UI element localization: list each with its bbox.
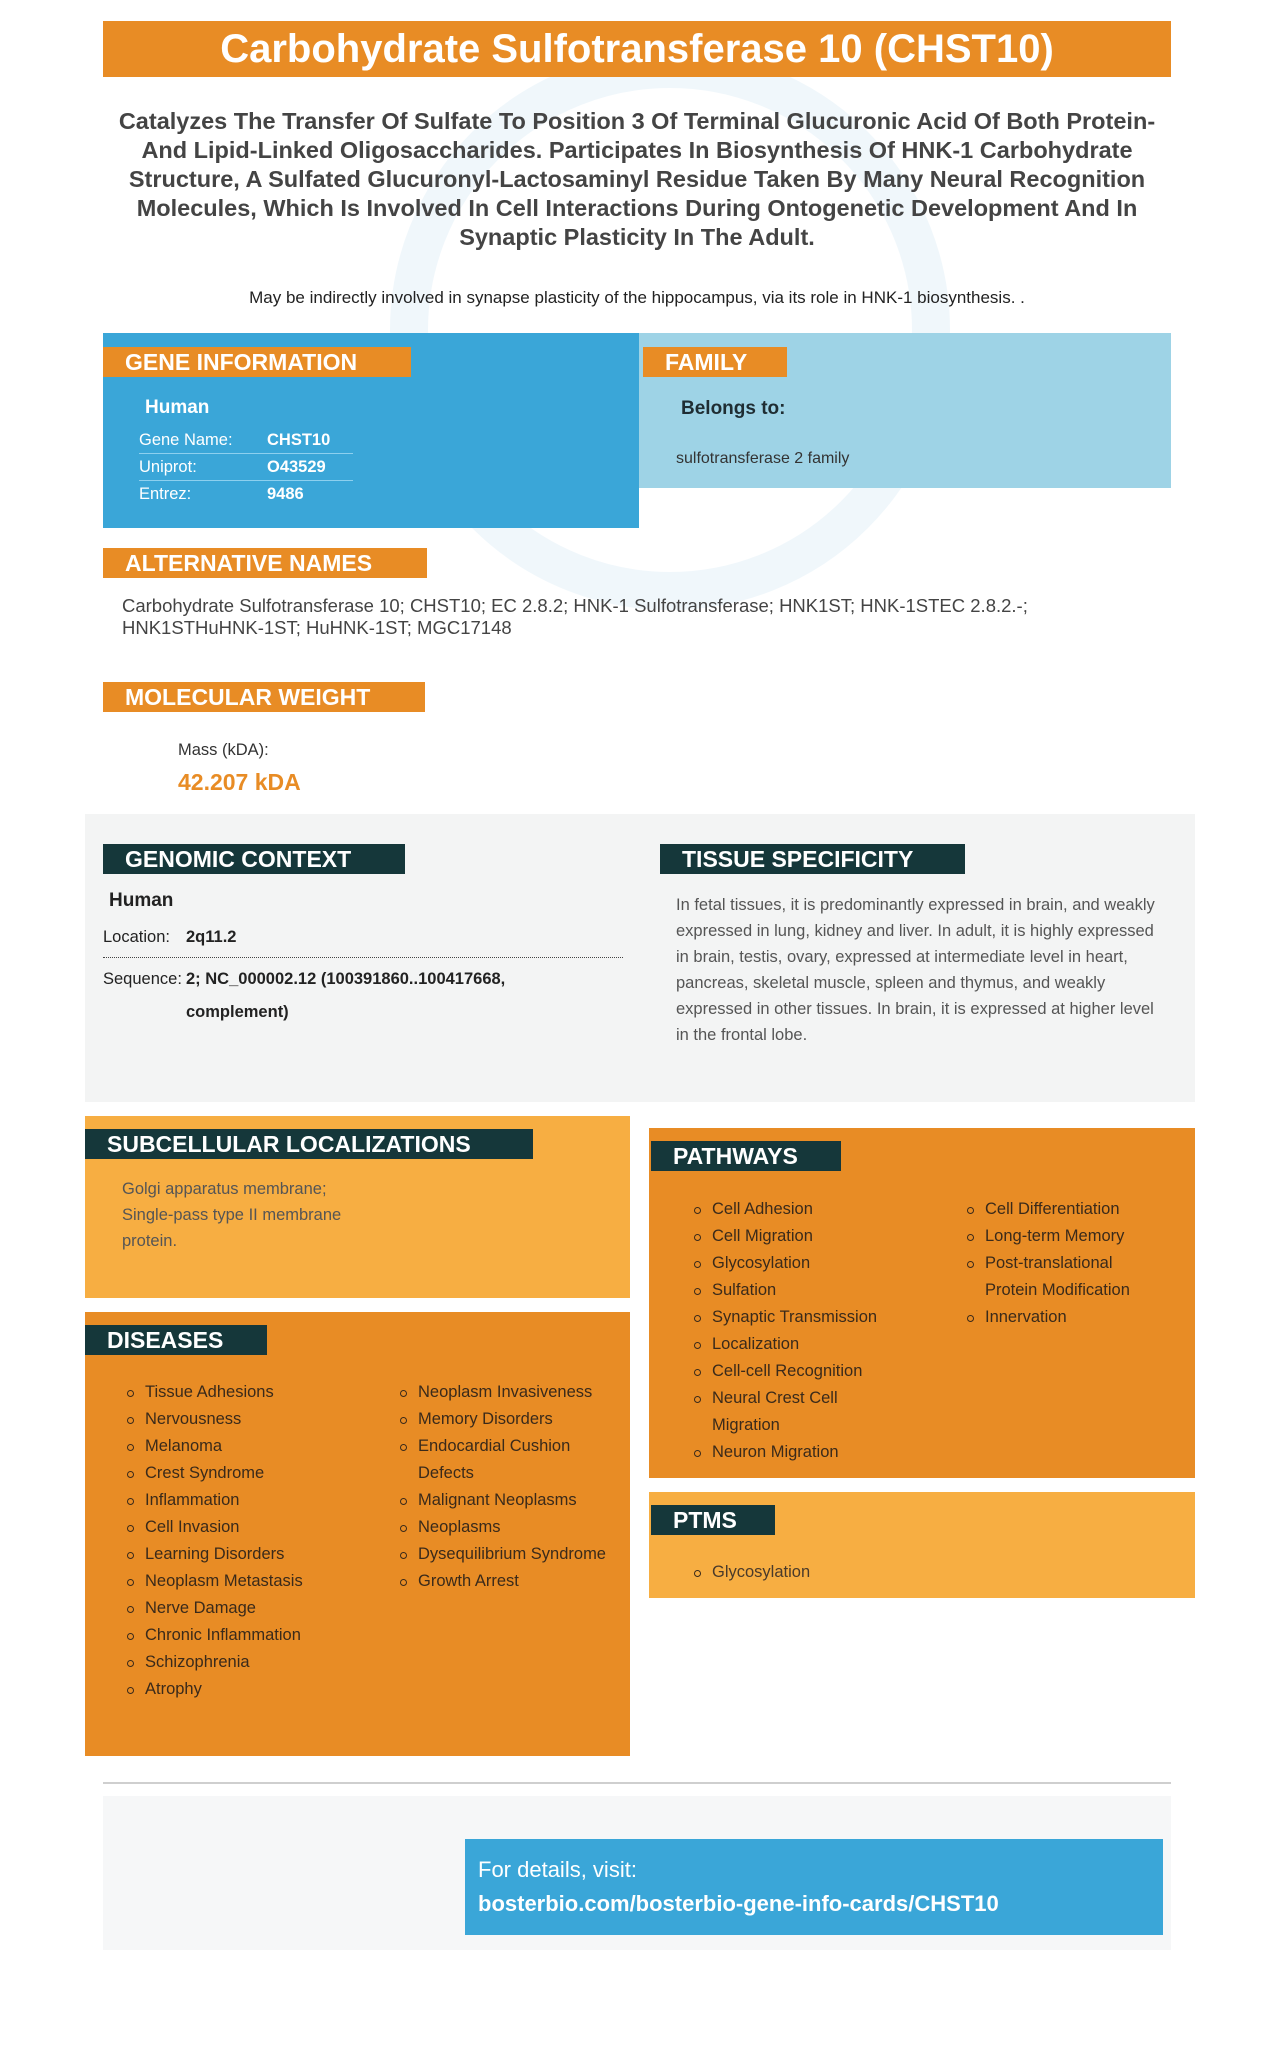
alternative-names-text: Carbohydrate Sulfotransferase 10; CHST10; EC 2.8.2; HNK-1 Sulfotransferase; HNK1ST; HNK-1STEC 2.8.2.-; HNK1STHuHNK-1ST; HuHNK-1ST; MGC17148 xyxy=(122,595,1028,638)
details-url-link[interactable]: bosterbio.com/bosterbio-gene-info-cards/CHST10 xyxy=(478,1891,999,1916)
pathways-heading: PATHWAYS xyxy=(651,1141,841,1171)
list-item: Neuron Migration xyxy=(692,1439,907,1466)
gene-info-key: Uniprot: xyxy=(139,458,197,476)
list-item: Cell Migration xyxy=(692,1223,907,1250)
location-value: 2q11.2 xyxy=(186,928,237,946)
genomic-species: Human xyxy=(109,890,174,911)
alternative-names-heading: ALTERNATIVE NAMES xyxy=(103,548,427,578)
list-item: Sulfation xyxy=(692,1277,907,1304)
family-value: sulfotransferase 2 family xyxy=(676,450,850,467)
diseases-list-left xyxy=(125,1379,335,1703)
diseases-heading: DISEASES xyxy=(85,1325,267,1355)
list-item: Nerve Damage xyxy=(125,1595,335,1622)
footer-divider xyxy=(103,1782,1171,1784)
family-label: Belongs to: xyxy=(681,398,786,419)
tissue-specificity-heading: TISSUE SPECIFICITY xyxy=(660,844,965,874)
list-item: Post-translational Protein Modification xyxy=(965,1250,1160,1304)
list-item: Melanoma xyxy=(125,1433,335,1460)
mass-value: 42.207 kDA xyxy=(178,769,301,795)
list-item: Glycosylation xyxy=(692,1250,907,1277)
details-prompt: For details, visit: xyxy=(478,1857,637,1882)
list-item: Chronic Inflammation xyxy=(125,1622,335,1649)
gene-information-heading: GENE INFORMATION xyxy=(103,347,411,377)
list-item: Cell Differentiation xyxy=(965,1196,1160,1223)
list-item: Atrophy xyxy=(125,1676,335,1703)
function-note: May be indirectly involved in synapse plasticity of the hippocampus, via its role in HNK-1 biosynthesis. . xyxy=(249,288,1025,307)
list-item: Neoplasms xyxy=(398,1514,623,1541)
list-item: Endocardial Cushion Defects xyxy=(398,1433,623,1487)
list-item: Memory Disorders xyxy=(398,1406,623,1433)
subcellular-text: Golgi apparatus membrane; Single-pass type II membrane protein. xyxy=(122,1180,342,1250)
list-item: Cell Adhesion xyxy=(692,1196,907,1223)
gene-species: Human xyxy=(145,397,210,418)
list-item: Glycosylation xyxy=(692,1559,992,1586)
diseases-list-right xyxy=(398,1379,623,1595)
gene-info-value: O43529 xyxy=(267,458,326,476)
details-link-box[interactable] xyxy=(465,1839,1163,1935)
list-item: Cell Invasion xyxy=(125,1514,335,1541)
ptms-list xyxy=(692,1559,992,1586)
list-item: Malignant Neoplasms xyxy=(398,1487,623,1514)
gene-info-key: Gene Name: xyxy=(139,431,233,449)
list-item: Localization xyxy=(692,1331,907,1358)
gene-info-row xyxy=(139,427,353,454)
list-item: Synaptic Transmission xyxy=(692,1304,907,1331)
gene-info-table xyxy=(139,427,353,508)
ptms-heading: PTMS xyxy=(651,1505,775,1535)
page-title: Carbohydrate Sulfotransferase 10 (CHST10) xyxy=(103,21,1171,77)
list-item: Tissue Adhesions xyxy=(125,1379,335,1406)
location-row xyxy=(103,928,623,958)
gene-info-row xyxy=(139,481,353,508)
list-item: Long-term Memory xyxy=(965,1223,1160,1250)
gene-info-key: Entrez: xyxy=(139,485,192,503)
gene-info-value: 9486 xyxy=(267,485,304,503)
family-heading: FAMILY xyxy=(643,347,787,377)
list-item: Innervation xyxy=(965,1304,1160,1331)
list-item: Cell-cell Recognition xyxy=(692,1358,907,1385)
list-item: Neoplasm Metastasis xyxy=(125,1568,335,1595)
list-item: Neoplasm Invasiveness xyxy=(398,1379,623,1406)
protein-summary: Catalyzes The Transfer Of Sulfate To Position 3 Of Terminal Glucuronic Acid Of Both Protein- And Lipid-Linked Oligosaccharides. Participates In Biosynthesis Of HNK-1 Carbohydrate Structure, A Sulfated Glucuronyl-Lactosaminyl Residue Taken By Many Neural Recognition Molecules, Which Is Involved In Cell Interactions During Ontogenetic Development And In Synaptic Plasticity In The Adult. xyxy=(118,108,1156,250)
pathways-list-left xyxy=(692,1196,907,1466)
genomic-context-heading: GENOMIC CONTEXT xyxy=(103,844,405,874)
list-item: Learning Disorders xyxy=(125,1541,335,1568)
subcellular-heading: SUBCELLULAR LOCALIZATIONS xyxy=(85,1129,533,1159)
mass-label: Mass (kDA): xyxy=(178,741,269,759)
pathways-list-right xyxy=(965,1196,1160,1331)
gene-info-value: CHST10 xyxy=(267,431,331,449)
gene-info-row xyxy=(139,454,353,481)
list-item: Schizophrenia xyxy=(125,1649,335,1676)
sequence-row xyxy=(103,963,623,1021)
list-item: Nervousness xyxy=(125,1406,335,1433)
list-item: Inflammation xyxy=(125,1487,335,1514)
location-label: Location: xyxy=(103,928,170,946)
list-item: Growth Arrest xyxy=(398,1568,623,1595)
list-item: Neural Crest Cell Migration xyxy=(692,1385,907,1439)
list-item: Crest Syndrome xyxy=(125,1460,335,1487)
tissue-specificity-text: In fetal tissues, it is predominantly expressed in brain, and weakly expressed in lung, kidney and liver. In adult, it is highly expressed in brain, testis, ovary, expressed at intermediate level in heart, pancreas, skeletal muscle, spleen and thymus, and weakly expressed in other tissues. In brain, it is expressed at higher level in the frontal lobe. xyxy=(676,896,1155,1044)
list-item: Dysequilibrium Syndrome xyxy=(398,1541,623,1568)
sequence-label: Sequence: xyxy=(103,970,182,988)
molecular-weight-heading: MOLECULAR WEIGHT xyxy=(103,682,425,712)
sequence-value: 2; NC_000002.12 (100391860..100417668, complement) xyxy=(186,970,506,1021)
